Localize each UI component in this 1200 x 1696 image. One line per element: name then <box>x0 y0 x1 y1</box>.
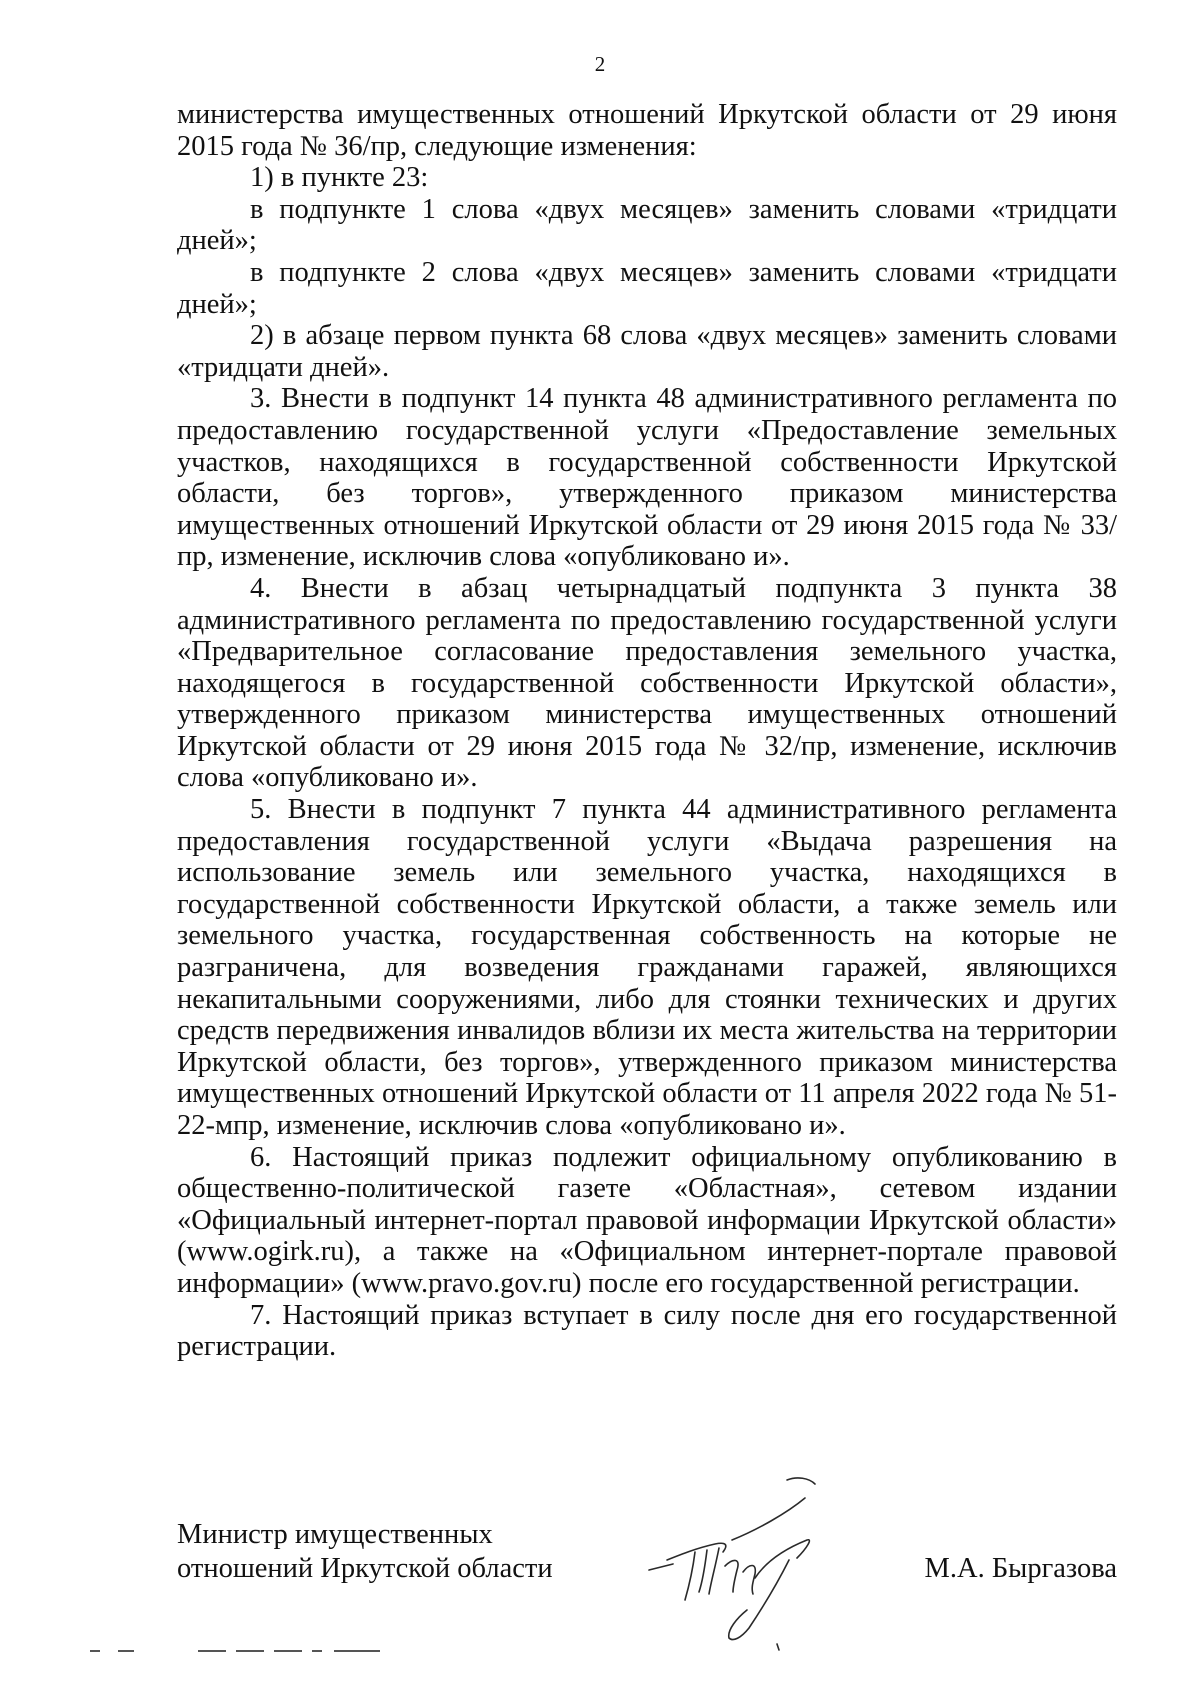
document-body <box>177 99 1117 1363</box>
signer-title-line-2: отношений Иркутской области <box>177 1553 553 1584</box>
signature-block <box>177 1518 1117 1658</box>
page-number: 2 <box>594 52 606 76</box>
paragraph-clause-7: 7. Настоящий приказ вступает в силу после дня его государственной регистрации. <box>177 1299 1117 1363</box>
paragraph-subitem-1: в подпункте 1 слова «двух месяцев» заменить словами «тридцати дней»; <box>177 193 1117 257</box>
signer-name: М.А. Быргазова <box>924 1553 1117 1584</box>
paragraph-item-1: 1) в пункте 23: <box>250 162 429 194</box>
paragraph-clause-6: 6. Настоящий приказ подлежит официальному опубликованию в общественно-политической газете «Областная», сетевом издании «Официальный интернет-портал правовой информации Иркутской области» (www.ogirk.ru), а также на «Официальном интернет-портале правовой информации» (www.pravo.gov.ru) после его государственной регистрации. <box>177 1141 1117 1299</box>
paragraph-continuation: министерства имущественных отношений Иркутской области от 29 июня 2015 года № 36/пр, следующие изменения: <box>177 99 1117 162</box>
paragraph-clause-3: 3. Внести в подпункт 14 пункта 48 административного регламента по предоставлению государственной услуги «Предоставление земельных участков, находящихся в государственной собственности Иркутской области, без торгов», утвержденного приказом министерства имущественных отношений Иркутской области от 29 июня 2015 года № 33/пр, изменение, исключив слова «опубликовано и». <box>177 383 1117 573</box>
paragraph-item-2: 2) в абзаце первом пункта 68 слова «двух месяцев» заменить словами «тридцати дней». <box>177 320 1117 383</box>
paragraph-clause-4: 4. Внести в абзац четырнадцатый подпункта 3 пункта 38 административного регламента по предоставлению государственной услуги «Предварительное согласование предоставления земельного участка, находящегося в государственной собственности Иркутской области», утвержденного приказом министерства имущественных отношений Иркутской области от 29 июня 2015 года № 32/пр, изменение, исключив слова «опубликовано и». <box>177 572 1117 794</box>
signer-title <box>177 1518 553 1586</box>
scan-artifact-marks <box>90 1648 410 1654</box>
handwritten-signature <box>637 1468 857 1658</box>
paragraph-subitem-2: в подпункте 2 слова «двух месяцев» заменить словами «тридцати дней»; <box>177 256 1117 320</box>
paragraph-clause-5: 5. Внести в подпункт 7 пункта 44 административного регламента предоставления государственной услуги «Выдача разрешения на использование земель или земельного участка, находящихся в государственной собственности Иркутской области, а также земель или земельного участка, государственная собственность на которые не разграничена, для возведения гражданами гаражей, являющихся некапитальными сооружениями, либо для стоянки технических и других средств передвижения инвалидов вблизи их места жительства на территории Иркутской области, без торгов», утвержденного приказом министерства имущественных отношений Иркутской области от 11 апреля 2022 года № 51-22-мпр, изменение, исключив слова «опубликовано и». <box>177 794 1117 1141</box>
signer-title-line-1: Министр имущественных <box>177 1519 493 1550</box>
